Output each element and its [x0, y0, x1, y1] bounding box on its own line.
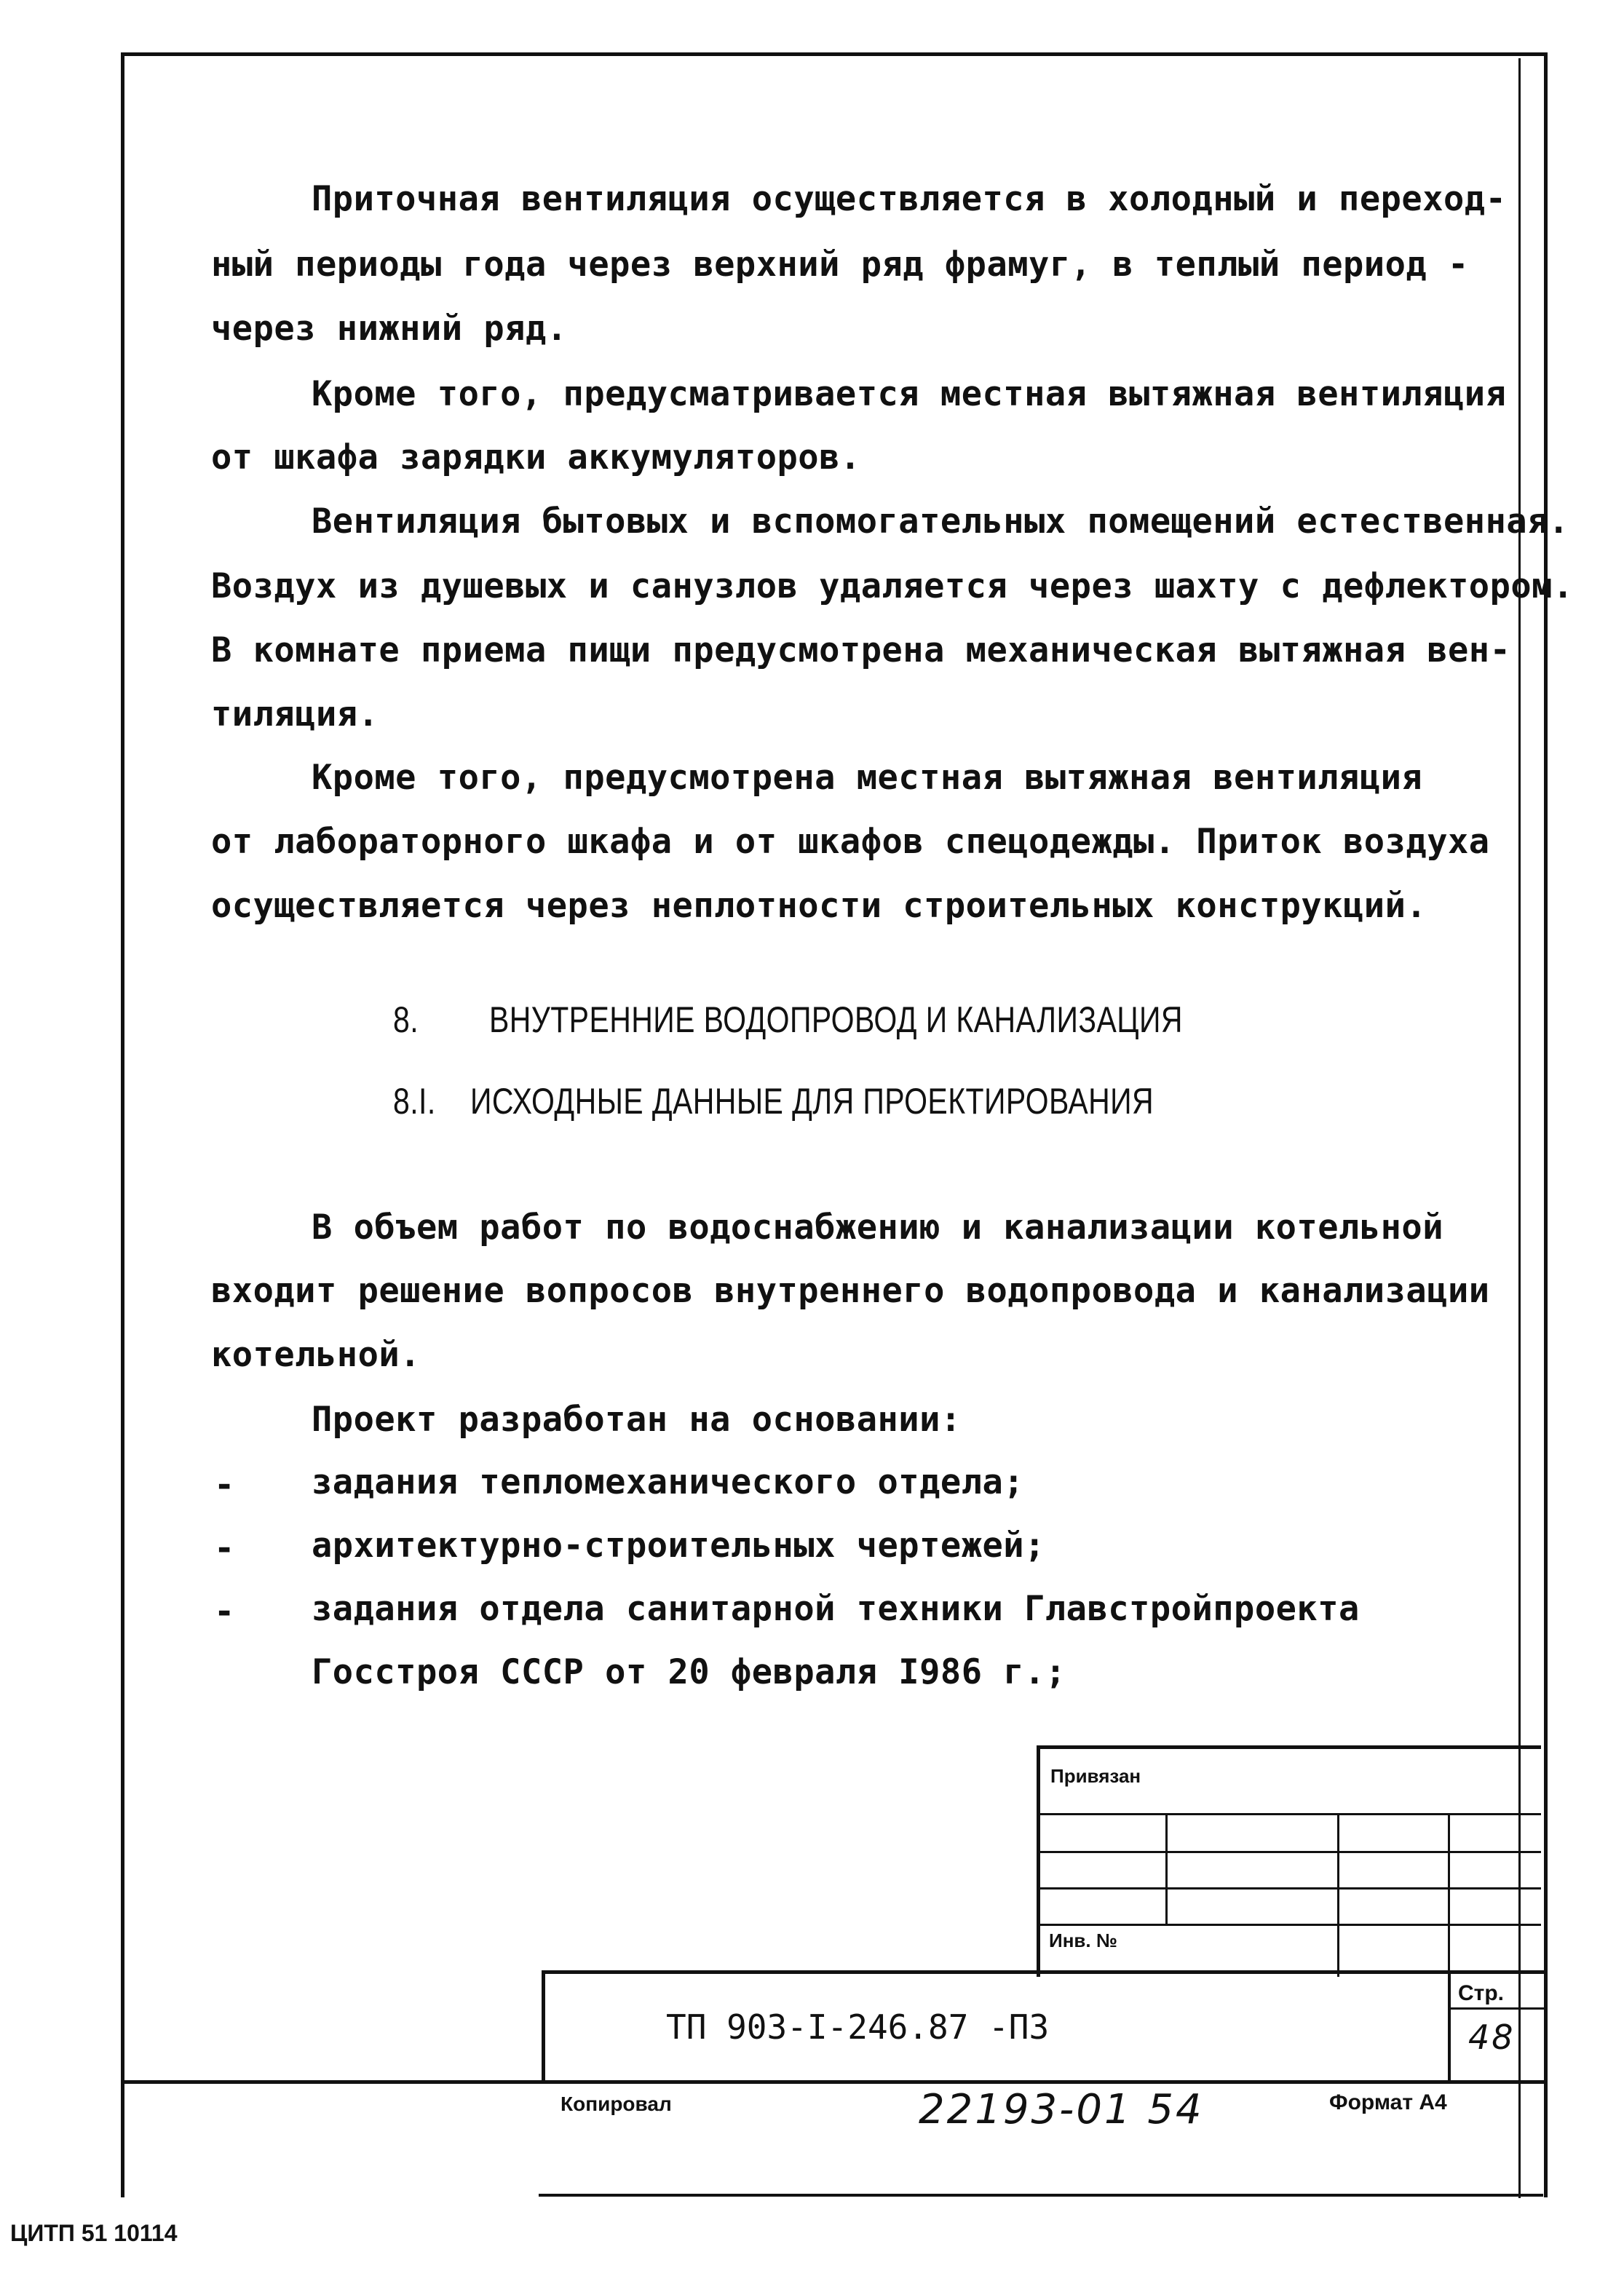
format-label: Формат А4 [1329, 2090, 1447, 2114]
subsection-title: ИСХОДНЫЕ ДАННЫЕ ДЛЯ ПРОЕКТИРОВАНИЯ [470, 1081, 1154, 1122]
binding-stamp [1037, 1745, 1541, 1977]
paragraph-2-line-1: Кроме того, предусматривается местная вытяжная вентиляция [312, 374, 1507, 414]
paragraph-1-line-2: ный периоды года через верхний ряд фрамуг, в теплый период - [211, 245, 1469, 285]
stamp-row-line [1040, 1813, 1541, 1815]
list-item: задания отдела санитарной техники Главстройпроекта [312, 1589, 1360, 1629]
print-mark: ЦИТП 51 10114 [10, 2220, 178, 2246]
page-box-line [1448, 2007, 1545, 2010]
paragraph-3-line-1: Вентиляция бытовых и вспомогательных помещений естественная. [312, 501, 1569, 542]
stamp-col-line [1337, 1813, 1339, 1977]
paragraph-3-line-2: Воздух из душевых и санузлов удаляется через шахту с дефлектором. [211, 566, 1574, 606]
paragraph-3-line-3: В комнате приема пищи предусмотрена механическая вытяжная вен- [211, 630, 1511, 670]
copied-by-label: Копировал [561, 2093, 672, 2115]
paragraph-5-line-1: В объем работ по водоснабжению и канализации котельной [312, 1208, 1444, 1248]
list-item: задания тепломеханического отдела; [312, 1462, 1025, 1502]
paragraph-4-line-2: от лабораторного шкафа и от шкафов спецодежды. Приток воздуха [211, 822, 1490, 862]
frame-outer-bottom-line [539, 2194, 1543, 2197]
paragraph-2-line-2: от шкафа зарядки аккумуляторов. [211, 437, 861, 477]
stamp-col-line [1165, 1813, 1168, 1924]
document-code: ТП 903-I-246.87 -ПЗ [666, 2007, 1050, 2047]
list-item-continuation: Госстроя СССР от 20 февраля I986 г.; [312, 1652, 1066, 1692]
paragraph-1-line-3: через нижний ряд. [211, 309, 568, 349]
stamp-row-line [1040, 1924, 1541, 1926]
archive-number-handwritten: 22193-01 54 [919, 2086, 1204, 2133]
section-number: 8. [393, 999, 419, 1040]
page-number: 48 [1468, 2018, 1516, 2057]
paragraph-4-line-3: осуществляется через неплотности строительных конструкций. [211, 886, 1427, 926]
page-label: Стр. [1458, 1981, 1505, 2005]
list-bullet: - [214, 1465, 235, 1505]
list-item: архитектурно-строительных чертежей; [312, 1526, 1045, 1566]
inventory-number-label: Инв. № [1049, 1930, 1117, 1951]
paragraph-3-line-4: тиляция. [211, 694, 379, 734]
paragraph-5-line-3: котельной. [211, 1335, 421, 1375]
page-box-divider [1448, 1974, 1451, 2084]
list-bullet: - [214, 1528, 235, 1569]
paragraph-4-line-1: Кроме того, предусмотрена местная вытяжная вентиляция [312, 758, 1423, 798]
list-bullet: - [214, 1592, 235, 1632]
paragraph-1-line-1: Приточная вентиляция осуществляется в холодный и переход- [312, 179, 1507, 219]
paragraph-6-line-1: Проект разработан на основании: [312, 1400, 962, 1440]
subsection-number: 8.I. [393, 1081, 436, 1122]
stamp-row-line [1040, 1887, 1541, 1889]
title-block [542, 1970, 1545, 2084]
binding-label: Привязан [1050, 1765, 1141, 1787]
section-title: ВНУТРЕННИЕ ВОДОПРОВОД И КАНАЛИЗАЦИЯ [489, 999, 1183, 1040]
paragraph-5-line-2: входит решение вопросов внутреннего водопровода и канализации [211, 1271, 1490, 1311]
stamp-row-line [1040, 1851, 1541, 1853]
stamp-col-line [1448, 1813, 1450, 1977]
